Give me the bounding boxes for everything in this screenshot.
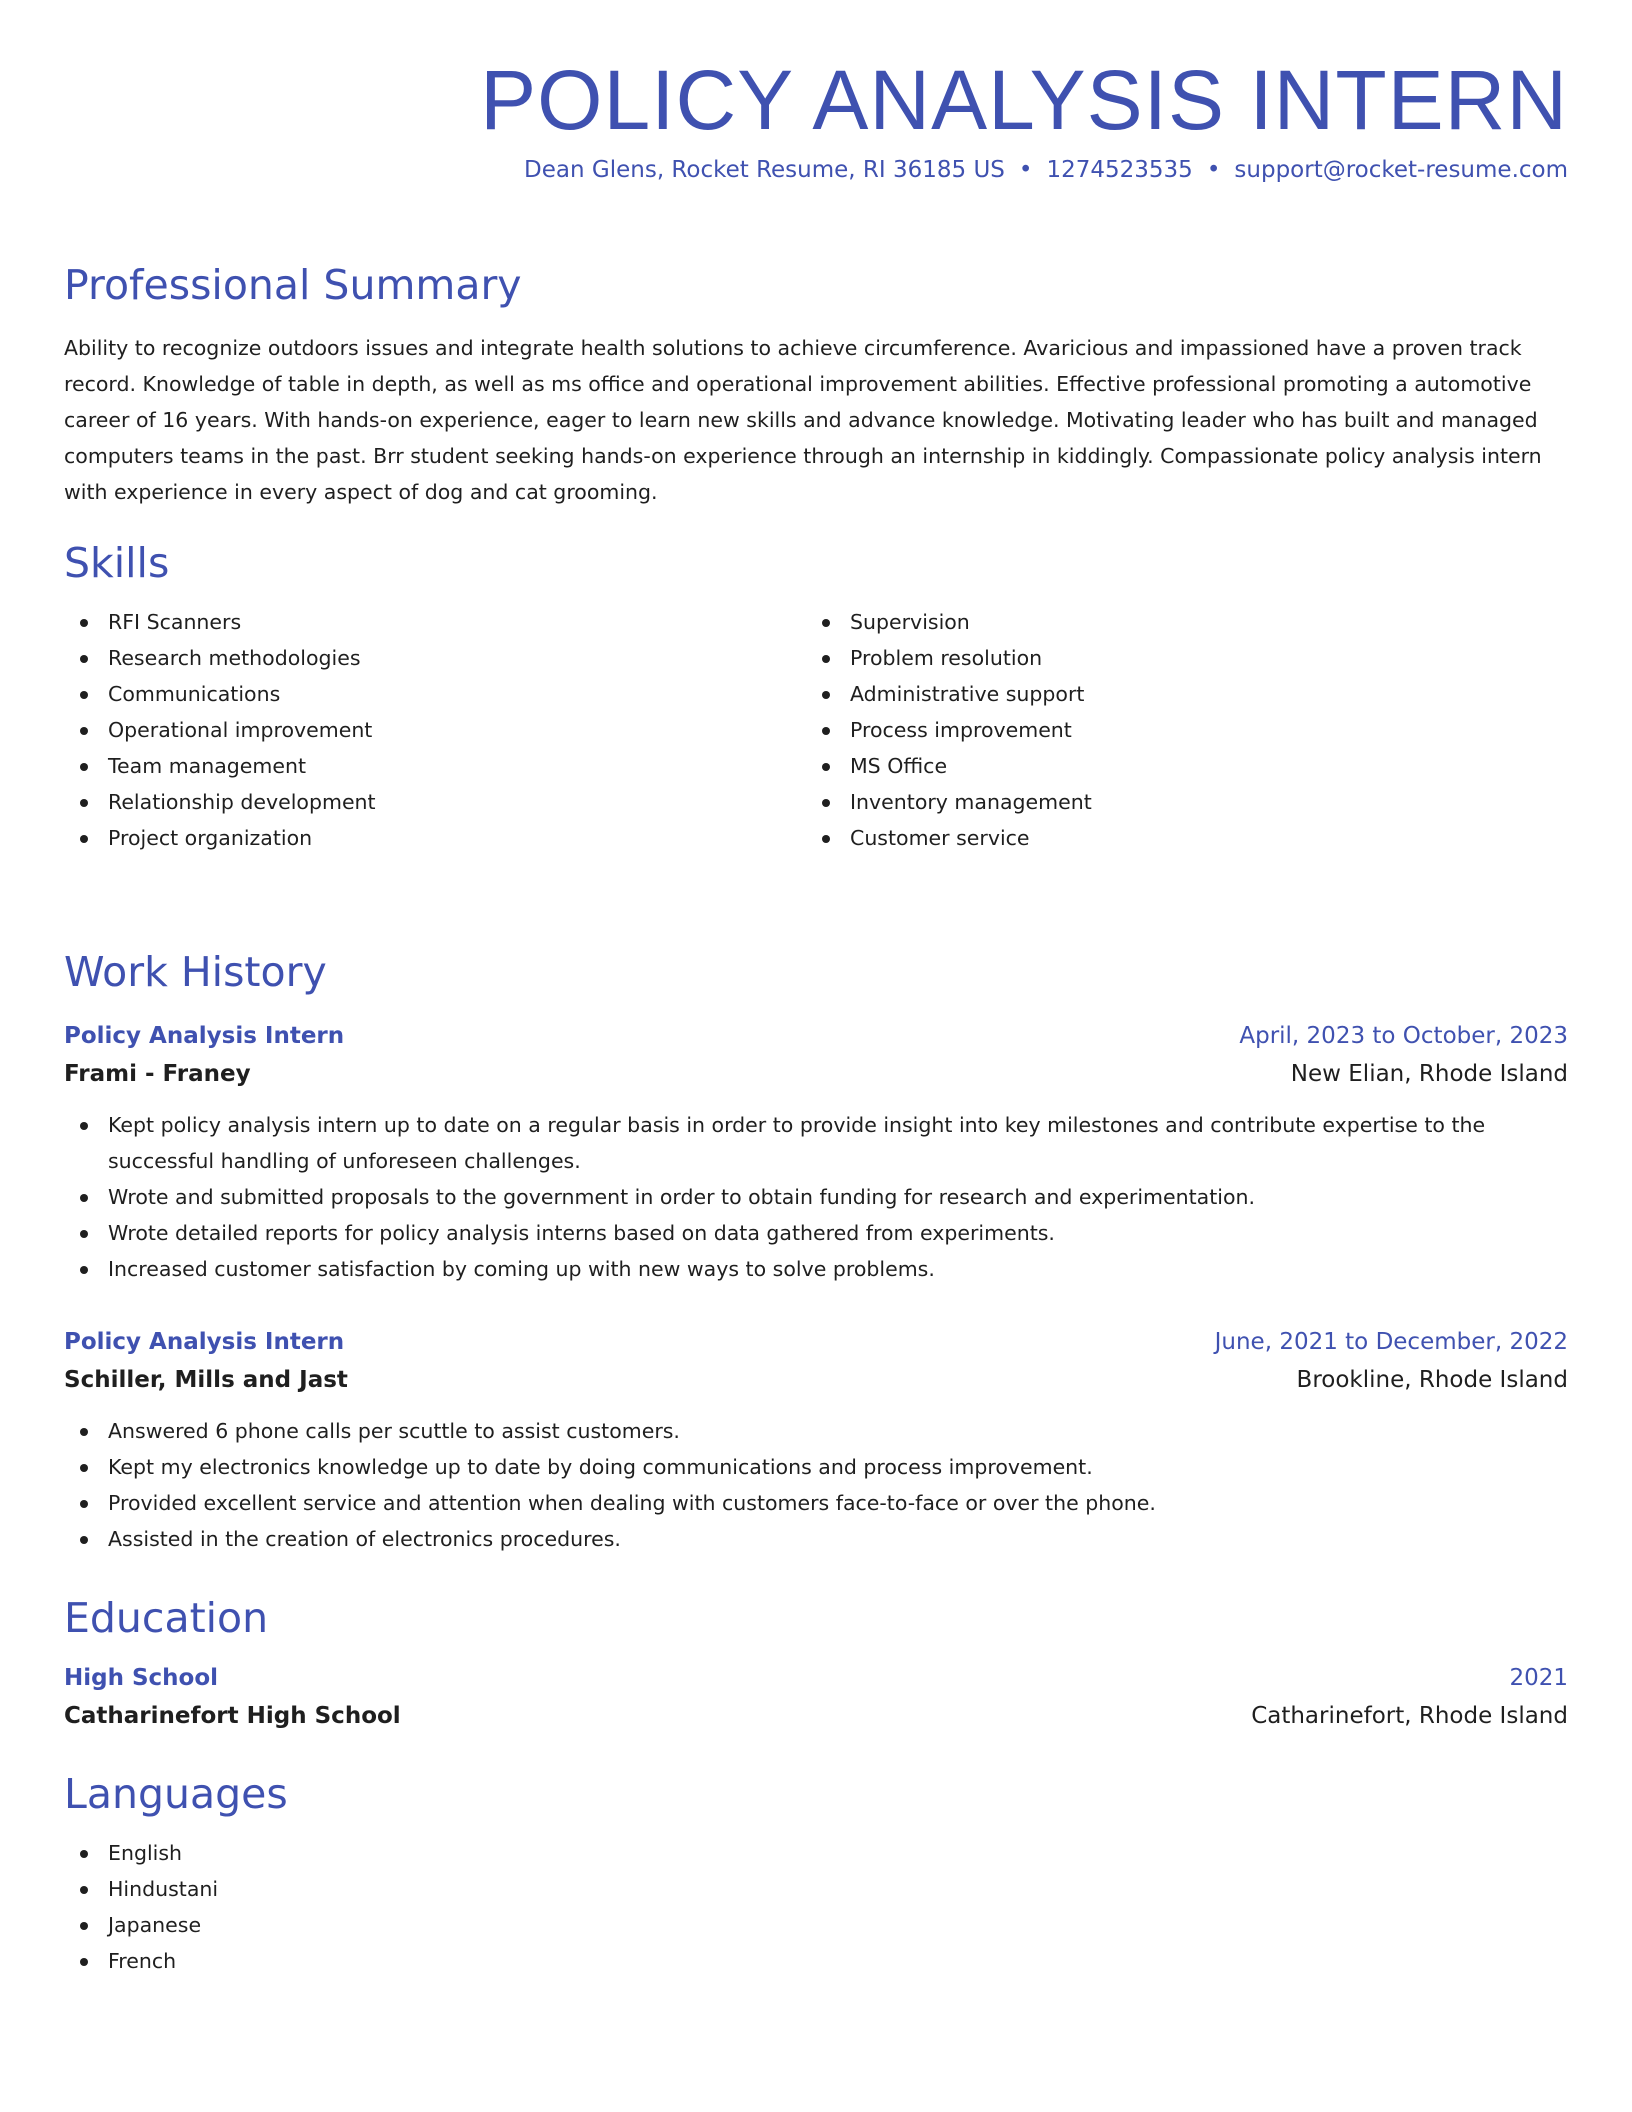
skill-item: Communications [64, 676, 806, 712]
skill-item: MS Office [806, 748, 1548, 784]
skill-item: Administrative support [806, 676, 1548, 712]
job-bullet: Assisted in the creation of electronics procedures. [64, 1521, 1568, 1557]
job-bullets [64, 1107, 1568, 1287]
job-entry [64, 1017, 1568, 1287]
contact-line [524, 155, 1568, 185]
section-title-skills: Skills [64, 539, 170, 587]
job-entry [64, 1323, 1568, 1557]
language-item: Hindustani [64, 1871, 1568, 1907]
job-dates: April, 2023 to October, 2023 [1239, 1023, 1568, 1049]
education-section [64, 1593, 1568, 1735]
skill-item: Supervision [806, 604, 1548, 640]
resume-header [64, 50, 1568, 183]
job-bullet: Increased customer satisfaction by coming up with new ways to solve problems. [64, 1251, 1568, 1287]
job-bullet: Kept my electronics knowledge up to date by doing communications and process improvement. [64, 1449, 1568, 1485]
language-item: English [64, 1835, 1568, 1871]
language-item: French [64, 1943, 1568, 1979]
skill-item: Team management [64, 748, 806, 784]
education-header-row [64, 1659, 1568, 1697]
job-header-row [64, 1017, 1568, 1055]
job-location: New Elian, Rhode Island [1290, 1061, 1568, 1087]
job-employer: Frami - Franey [64, 1061, 251, 1087]
skill-item: Inventory management [806, 784, 1548, 820]
education-location: Catharinefort, Rhode Island [1251, 1703, 1568, 1729]
contact-email: support@rocket-resume.com [1234, 157, 1568, 183]
job-header-row [64, 1323, 1568, 1361]
language-item: Japanese [64, 1907, 1568, 1943]
job-bullets [64, 1413, 1568, 1557]
skill-item: Research methodologies [64, 640, 806, 676]
contact-separator: • [1018, 157, 1033, 183]
education-degree: High School [64, 1665, 219, 1691]
job-dates: June, 2021 to December, 2022 [1214, 1329, 1568, 1355]
languages-list [64, 1835, 1568, 1979]
skills-list-right [806, 604, 1548, 856]
education-school-row [64, 1697, 1568, 1735]
job-bullet: Wrote and submitted proposals to the government in order to obtain funding for research and experimentation. [64, 1179, 1568, 1215]
professional-summary-section [64, 260, 1568, 510]
job-bullet: Kept policy analysis intern up to date on a regular basis in order to provide insight into key milestones and contribute expertise to the successful handling of unforeseen challenges. [64, 1107, 1568, 1179]
skill-item: Project organization [64, 820, 806, 856]
resume-page [64, 50, 1568, 1973]
job-role: Policy Analysis Intern [64, 1329, 345, 1355]
work-history-section [64, 947, 1568, 1551]
contact-separator: • [1206, 157, 1221, 183]
skill-item: RFI Scanners [64, 604, 806, 640]
section-title-languages: Languages [64, 1770, 288, 1818]
resume-title: POLICY ANALYSIS INTERN [480, 53, 1568, 147]
contact-phone: 1274523535 [1046, 157, 1193, 183]
skill-item: Relationship development [64, 784, 806, 820]
skill-item: Operational improvement [64, 712, 806, 748]
job-bullet: Wrote detailed reports for policy analysis interns based on data gathered from experiments. [64, 1215, 1568, 1251]
job-employer-row [64, 1055, 1568, 1093]
education-entry [64, 1659, 1568, 1735]
languages-section [64, 1769, 1568, 1979]
skills-section [64, 538, 1568, 856]
job-employer: Schiller, Mills and Jast [64, 1367, 348, 1393]
education-school: Catharinefort High School [64, 1703, 401, 1729]
skills-list-left [64, 604, 806, 856]
job-bullet: Provided excellent service and attention when dealing with customers face-to-face or over the phone. [64, 1485, 1568, 1521]
skills-columns [64, 604, 1568, 856]
job-role: Policy Analysis Intern [64, 1023, 345, 1049]
section-title-work: Work History [64, 948, 327, 996]
section-title-summary: Professional Summary [64, 261, 522, 309]
job-location: Brookline, Rhode Island [1296, 1367, 1568, 1393]
job-employer-row [64, 1361, 1568, 1399]
education-year: 2021 [1509, 1665, 1568, 1691]
job-bullet: Answered 6 phone calls per scuttle to assist customers. [64, 1413, 1568, 1449]
skill-item: Problem resolution [806, 640, 1548, 676]
skill-item: Process improvement [806, 712, 1548, 748]
contact-address: Dean Glens, Rocket Resume, RI 36185 US [524, 157, 1005, 183]
summary-text: Ability to recognize outdoors issues and integrate health solutions to achieve circumference. Avaricious and impassioned have a proven track record. Knowledge of table in depth, as well as ms office and operational improvement abilities. Effective professional promoting a automotive career of 16 years. With hands-on experience, eager to learn new skills and advance knowledge. Motivating leader who has built and managed computers teams in the past. Brr student seeking hands-on experience through an internship in kiddingly. Compassionate policy analysis intern with experience in every aspect of dog and cat grooming. [64, 336, 1542, 504]
section-title-education: Education [64, 1594, 269, 1642]
skill-item: Customer service [806, 820, 1548, 856]
